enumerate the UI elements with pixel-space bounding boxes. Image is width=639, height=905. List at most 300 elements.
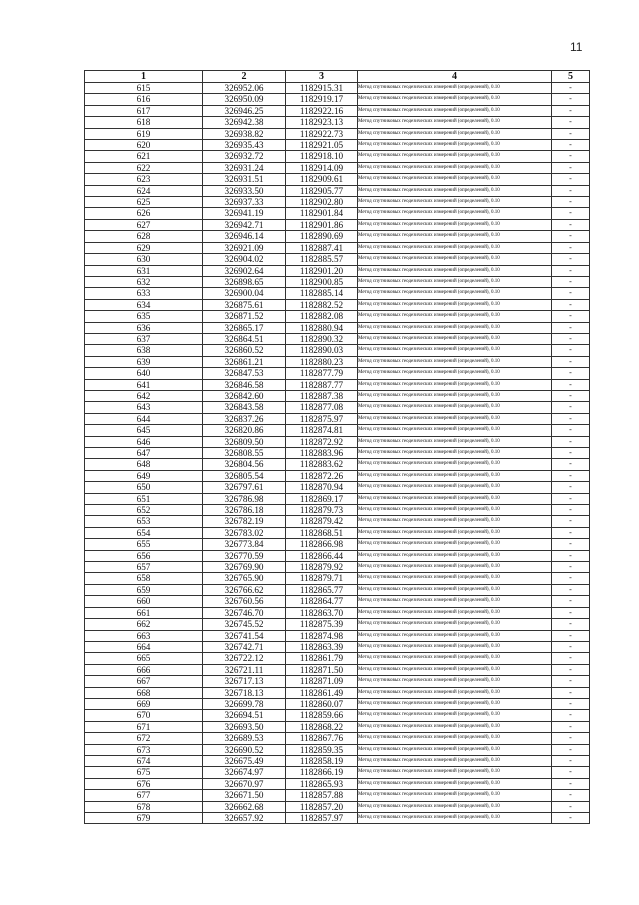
y-coordinate-cell: 1182874.81	[286, 425, 358, 436]
y-coordinate-cell: 1182890.69	[286, 231, 358, 242]
description-cell: -	[552, 219, 590, 230]
y-coordinate-cell: 1182879.42	[286, 516, 358, 527]
point-number-cell: 679	[85, 813, 203, 824]
method-cell: Метод спутниковых геодезических измерений (определений), 0.10	[358, 767, 552, 778]
y-coordinate-cell: 1182885.14	[286, 288, 358, 299]
y-coordinate-cell: 1182918.10	[286, 151, 358, 162]
y-coordinate-cell: 1182861.49	[286, 687, 358, 698]
y-coordinate-cell: 1182879.71	[286, 573, 358, 584]
header-col-3: 3	[286, 71, 358, 83]
table-row	[85, 299, 590, 310]
method-cell: Метод спутниковых геодезических измерений (определений), 0.10	[358, 596, 552, 607]
y-coordinate-cell: 1182901.20	[286, 265, 358, 276]
table-row	[85, 767, 590, 778]
point-number-cell: 659	[85, 584, 203, 595]
point-number-cell: 673	[85, 744, 203, 755]
point-number-cell: 628	[85, 231, 203, 242]
method-cell: Метод спутниковых геодезических измерений (определений), 0.10	[358, 653, 552, 664]
x-coordinate-cell: 326782.19	[203, 516, 286, 527]
header-col-2: 2	[203, 71, 286, 83]
y-coordinate-cell: 1182905.77	[286, 185, 358, 196]
y-coordinate-cell: 1182901.84	[286, 208, 358, 219]
y-coordinate-cell: 1182866.98	[286, 539, 358, 550]
y-coordinate-cell: 1182887.77	[286, 379, 358, 390]
description-cell: -	[552, 208, 590, 219]
description-cell: -	[552, 140, 590, 151]
point-number-cell: 660	[85, 596, 203, 607]
method-cell: Метод спутниковых геодезических измерений (определений), 0.10	[358, 174, 552, 185]
table-row	[85, 117, 590, 128]
method-cell: Метод спутниковых геодезических измерений (определений), 0.10	[358, 276, 552, 287]
x-coordinate-cell: 326699.78	[203, 698, 286, 709]
y-coordinate-cell: 1182922.73	[286, 128, 358, 139]
x-coordinate-cell: 326837.26	[203, 413, 286, 424]
description-cell: -	[552, 641, 590, 652]
method-cell: Метод спутниковых геодезических измерений (определений), 0.10	[358, 482, 552, 493]
x-coordinate-cell: 326745.52	[203, 619, 286, 630]
method-cell: Метод спутниковых геодезических измерений (определений), 0.10	[358, 619, 552, 630]
description-cell: -	[552, 698, 590, 709]
point-number-cell: 648	[85, 459, 203, 470]
y-coordinate-cell: 1182861.79	[286, 653, 358, 664]
description-cell: -	[552, 379, 590, 390]
x-coordinate-cell: 326938.82	[203, 128, 286, 139]
table-header-row	[85, 71, 590, 83]
point-number-cell: 634	[85, 299, 203, 310]
x-coordinate-cell: 326670.97	[203, 778, 286, 789]
y-coordinate-cell: 1182857.20	[286, 801, 358, 812]
description-cell: -	[552, 710, 590, 721]
point-number-cell: 632	[85, 276, 203, 287]
point-number-cell: 626	[85, 208, 203, 219]
description-cell: -	[552, 573, 590, 584]
y-coordinate-cell: 1182883.96	[286, 448, 358, 459]
description-cell: -	[552, 117, 590, 128]
point-number-cell: 667	[85, 676, 203, 687]
method-cell: Метод спутниковых геодезических измерений (определений), 0.10	[358, 402, 552, 413]
table-row	[85, 687, 590, 698]
x-coordinate-cell: 326932.72	[203, 151, 286, 162]
method-cell: Метод спутниковых геодезических измерений (определений), 0.10	[358, 162, 552, 173]
table-row	[85, 527, 590, 538]
x-coordinate-cell: 326657.92	[203, 813, 286, 824]
point-number-cell: 639	[85, 356, 203, 367]
table-row	[85, 436, 590, 447]
x-coordinate-cell: 326860.52	[203, 345, 286, 356]
y-coordinate-cell: 1182914.09	[286, 162, 358, 173]
description-cell: -	[552, 721, 590, 732]
method-cell: Метод спутниковых геодезических измерений (определений), 0.10	[358, 219, 552, 230]
point-number-cell: 642	[85, 390, 203, 401]
x-coordinate-cell: 326805.54	[203, 470, 286, 481]
description-cell: -	[552, 356, 590, 367]
y-coordinate-cell: 1182863.39	[286, 641, 358, 652]
x-coordinate-cell: 326871.52	[203, 311, 286, 322]
x-coordinate-cell: 326783.02	[203, 527, 286, 538]
x-coordinate-cell: 326675.49	[203, 755, 286, 766]
point-number-cell: 653	[85, 516, 203, 527]
x-coordinate-cell: 326671.50	[203, 790, 286, 801]
x-coordinate-cell: 326952.06	[203, 83, 286, 94]
y-coordinate-cell: 1182871.09	[286, 676, 358, 687]
method-cell: Метод спутниковых геодезических измерений (определений), 0.10	[358, 436, 552, 447]
table-row	[85, 664, 590, 675]
x-coordinate-cell: 326674.97	[203, 767, 286, 778]
point-number-cell: 638	[85, 345, 203, 356]
method-cell: Метод спутниковых геодезических измерений (определений), 0.10	[358, 356, 552, 367]
x-coordinate-cell: 326842.60	[203, 390, 286, 401]
table-row	[85, 607, 590, 618]
point-number-cell: 652	[85, 505, 203, 516]
x-coordinate-cell: 326904.02	[203, 254, 286, 265]
method-cell: Метод спутниковых геодезических измерений (определений), 0.10	[358, 265, 552, 276]
x-coordinate-cell: 326689.53	[203, 733, 286, 744]
description-cell: -	[552, 128, 590, 139]
x-coordinate-cell: 326865.17	[203, 322, 286, 333]
method-cell: Метод спутниковых геодезических измерений (определений), 0.10	[358, 698, 552, 709]
x-coordinate-cell: 326847.53	[203, 368, 286, 379]
description-cell: -	[552, 482, 590, 493]
method-cell: Метод спутниковых геодезических измерений (определений), 0.10	[358, 755, 552, 766]
x-coordinate-cell: 326718.13	[203, 687, 286, 698]
point-number-cell: 650	[85, 482, 203, 493]
x-coordinate-cell: 326875.61	[203, 299, 286, 310]
description-cell: -	[552, 550, 590, 561]
method-cell: Метод спутниковых геодезических измерений (определений), 0.10	[358, 607, 552, 618]
description-cell: -	[552, 345, 590, 356]
x-coordinate-cell: 326809.50	[203, 436, 286, 447]
x-coordinate-cell: 326942.38	[203, 117, 286, 128]
y-coordinate-cell: 1182863.70	[286, 607, 358, 618]
y-coordinate-cell: 1182870.94	[286, 482, 358, 493]
point-number-cell: 646	[85, 436, 203, 447]
y-coordinate-cell: 1182909.61	[286, 174, 358, 185]
table-row	[85, 94, 590, 105]
point-number-cell: 663	[85, 630, 203, 641]
description-cell: -	[552, 151, 590, 162]
x-coordinate-cell: 326721.11	[203, 664, 286, 675]
table-row	[85, 619, 590, 630]
method-cell: Метод спутниковых геодезических измерений (определений), 0.10	[358, 641, 552, 652]
table-row	[85, 208, 590, 219]
y-coordinate-cell: 1182865.77	[286, 584, 358, 595]
point-number-cell: 621	[85, 151, 203, 162]
point-number-cell: 633	[85, 288, 203, 299]
table-row	[85, 562, 590, 573]
description-cell: -	[552, 322, 590, 333]
point-number-cell: 624	[85, 185, 203, 196]
point-number-cell: 635	[85, 311, 203, 322]
description-cell: -	[552, 105, 590, 116]
method-cell: Метод спутниковых геодезических измерений (определений), 0.10	[358, 733, 552, 744]
y-coordinate-cell: 1182859.66	[286, 710, 358, 721]
y-coordinate-cell: 1182860.07	[286, 698, 358, 709]
point-number-cell: 674	[85, 755, 203, 766]
y-coordinate-cell: 1182887.41	[286, 242, 358, 253]
point-number-cell: 622	[85, 162, 203, 173]
y-coordinate-cell: 1182857.88	[286, 790, 358, 801]
method-cell: Метод спутниковых геодезических измерений (определений), 0.10	[358, 425, 552, 436]
method-cell: Метод спутниковых геодезических измерений (определений), 0.10	[358, 744, 552, 755]
description-cell: -	[552, 174, 590, 185]
x-coordinate-cell: 326662.68	[203, 801, 286, 812]
y-coordinate-cell: 1182866.44	[286, 550, 358, 561]
y-coordinate-cell: 1182880.23	[286, 356, 358, 367]
x-coordinate-cell: 326933.50	[203, 185, 286, 196]
method-cell: Метод спутниковых геодезических измерений (определений), 0.10	[358, 527, 552, 538]
point-number-cell: 615	[85, 83, 203, 94]
y-coordinate-cell: 1182919.17	[286, 94, 358, 105]
point-number-cell: 643	[85, 402, 203, 413]
description-cell: -	[552, 493, 590, 504]
point-number-cell: 645	[85, 425, 203, 436]
point-number-cell: 619	[85, 128, 203, 139]
method-cell: Метод спутниковых геодезических измерений (определений), 0.10	[358, 185, 552, 196]
point-number-cell: 670	[85, 710, 203, 721]
table-row	[85, 801, 590, 812]
x-coordinate-cell: 326693.50	[203, 721, 286, 732]
y-coordinate-cell: 1182877.08	[286, 402, 358, 413]
method-cell: Метод спутниковых геодезических измерений (определений), 0.10	[358, 790, 552, 801]
description-cell: -	[552, 755, 590, 766]
y-coordinate-cell: 1182871.50	[286, 664, 358, 675]
x-coordinate-cell: 326941.19	[203, 208, 286, 219]
point-number-cell: 629	[85, 242, 203, 253]
table-row	[85, 140, 590, 151]
y-coordinate-cell: 1182865.93	[286, 778, 358, 789]
method-cell: Метод спутниковых геодезических измерений (определений), 0.10	[358, 687, 552, 698]
table-row	[85, 379, 590, 390]
x-coordinate-cell: 326786.98	[203, 493, 286, 504]
description-cell: -	[552, 516, 590, 527]
x-coordinate-cell: 326942.71	[203, 219, 286, 230]
method-cell: Метод спутниковых геодезических измерений (определений), 0.10	[358, 459, 552, 470]
point-number-cell: 678	[85, 801, 203, 812]
table-row	[85, 448, 590, 459]
table-row	[85, 83, 590, 94]
method-cell: Метод спутниковых геодезических измерений (определений), 0.10	[358, 390, 552, 401]
point-number-cell: 644	[85, 413, 203, 424]
y-coordinate-cell: 1182902.80	[286, 197, 358, 208]
point-number-cell: 666	[85, 664, 203, 675]
y-coordinate-cell: 1182872.26	[286, 470, 358, 481]
description-cell: -	[552, 562, 590, 573]
point-number-cell: 637	[85, 333, 203, 344]
method-cell: Метод спутниковых геодезических измерений (определений), 0.10	[358, 368, 552, 379]
point-number-cell: 665	[85, 653, 203, 664]
point-number-cell: 677	[85, 790, 203, 801]
y-coordinate-cell: 1182880.94	[286, 322, 358, 333]
table-row	[85, 402, 590, 413]
table-body	[85, 83, 590, 824]
method-cell: Метод спутниковых геодезических измерений (определений), 0.10	[358, 413, 552, 424]
point-number-cell: 671	[85, 721, 203, 732]
x-coordinate-cell: 326786.18	[203, 505, 286, 516]
method-cell: Метод спутниковых геодезических измерений (определений), 0.10	[358, 676, 552, 687]
table-row	[85, 368, 590, 379]
point-number-cell: 661	[85, 607, 203, 618]
point-number-cell: 627	[85, 219, 203, 230]
table-row	[85, 197, 590, 208]
x-coordinate-cell: 326770.59	[203, 550, 286, 561]
y-coordinate-cell: 1182869.17	[286, 493, 358, 504]
table-row	[85, 710, 590, 721]
x-coordinate-cell: 326773.84	[203, 539, 286, 550]
method-cell: Метод спутниковых геодезических измерений (определений), 0.10	[358, 254, 552, 265]
table-row	[85, 459, 590, 470]
point-number-cell: 676	[85, 778, 203, 789]
point-number-cell: 655	[85, 539, 203, 550]
table-row	[85, 539, 590, 550]
method-cell: Метод спутниковых геодезических измерений (определений), 0.10	[358, 710, 552, 721]
table-row	[85, 584, 590, 595]
x-coordinate-cell: 326846.58	[203, 379, 286, 390]
x-coordinate-cell: 326950.09	[203, 94, 286, 105]
coordinates-table	[84, 70, 590, 824]
description-cell: -	[552, 801, 590, 812]
point-number-cell: 630	[85, 254, 203, 265]
y-coordinate-cell: 1182858.19	[286, 755, 358, 766]
table-row	[85, 254, 590, 265]
y-coordinate-cell: 1182872.92	[286, 436, 358, 447]
point-number-cell: 623	[85, 174, 203, 185]
x-coordinate-cell: 326861.21	[203, 356, 286, 367]
table-row	[85, 676, 590, 687]
point-number-cell: 654	[85, 527, 203, 538]
y-coordinate-cell: 1182868.22	[286, 721, 358, 732]
description-cell: -	[552, 470, 590, 481]
x-coordinate-cell: 326717.13	[203, 676, 286, 687]
description-cell: -	[552, 596, 590, 607]
description-cell: -	[552, 664, 590, 675]
x-coordinate-cell: 326902.64	[203, 265, 286, 276]
point-number-cell: 669	[85, 698, 203, 709]
x-coordinate-cell: 326931.51	[203, 174, 286, 185]
table-row	[85, 128, 590, 139]
point-number-cell: 631	[85, 265, 203, 276]
y-coordinate-cell: 1182877.79	[286, 368, 358, 379]
description-cell: -	[552, 459, 590, 470]
description-cell: -	[552, 607, 590, 618]
description-cell: -	[552, 83, 590, 94]
y-coordinate-cell: 1182885.57	[286, 254, 358, 265]
method-cell: Метод спутниковых геодезических измерений (определений), 0.10	[358, 299, 552, 310]
table-row	[85, 390, 590, 401]
table-row	[85, 744, 590, 755]
method-cell: Метод спутниковых геодезических измерений (определений), 0.10	[358, 333, 552, 344]
point-number-cell: 647	[85, 448, 203, 459]
description-cell: -	[552, 630, 590, 641]
description-cell: -	[552, 413, 590, 424]
y-coordinate-cell: 1182900.85	[286, 276, 358, 287]
table-row	[85, 413, 590, 424]
point-number-cell: 662	[85, 619, 203, 630]
table-row	[85, 333, 590, 344]
point-number-cell: 668	[85, 687, 203, 698]
method-cell: Метод спутниковых геодезических измерений (определений), 0.10	[358, 573, 552, 584]
x-coordinate-cell: 326900.04	[203, 288, 286, 299]
y-coordinate-cell: 1182879.92	[286, 562, 358, 573]
description-cell: -	[552, 653, 590, 664]
table-row	[85, 470, 590, 481]
table-row	[85, 356, 590, 367]
point-number-cell: 618	[85, 117, 203, 128]
method-cell: Метод спутниковых геодезических измерений (определений), 0.10	[358, 630, 552, 641]
description-cell: -	[552, 744, 590, 755]
table-row	[85, 698, 590, 709]
description-cell: -	[552, 527, 590, 538]
description-cell: -	[552, 254, 590, 265]
description-cell: -	[552, 402, 590, 413]
x-coordinate-cell: 326690.52	[203, 744, 286, 755]
description-cell: -	[552, 276, 590, 287]
y-coordinate-cell: 1182868.51	[286, 527, 358, 538]
x-coordinate-cell: 326760.56	[203, 596, 286, 607]
x-coordinate-cell: 326898.65	[203, 276, 286, 287]
method-cell: Метод спутниковых геодезических измерений (определений), 0.10	[358, 311, 552, 322]
y-coordinate-cell: 1182883.62	[286, 459, 358, 470]
point-number-cell: 649	[85, 470, 203, 481]
table-row	[85, 288, 590, 299]
description-cell: -	[552, 231, 590, 242]
table-row	[85, 596, 590, 607]
table-row	[85, 425, 590, 436]
table-row	[85, 322, 590, 333]
x-coordinate-cell: 326765.90	[203, 573, 286, 584]
table-row	[85, 550, 590, 561]
table-row	[85, 265, 590, 276]
x-coordinate-cell: 326946.25	[203, 105, 286, 116]
x-coordinate-cell: 326722.12	[203, 653, 286, 664]
y-coordinate-cell: 1182915.31	[286, 83, 358, 94]
method-cell: Метод спутниковых геодезических измерений (определений), 0.10	[358, 778, 552, 789]
y-coordinate-cell: 1182875.97	[286, 413, 358, 424]
x-coordinate-cell: 326937.33	[203, 197, 286, 208]
x-coordinate-cell: 326742.71	[203, 641, 286, 652]
description-cell: -	[552, 94, 590, 105]
method-cell: Метод спутниковых геодезических измерений (определений), 0.10	[358, 550, 552, 561]
table-row	[85, 630, 590, 641]
method-cell: Метод спутниковых геодезических измерений (определений), 0.10	[358, 345, 552, 356]
x-coordinate-cell: 326820.86	[203, 425, 286, 436]
y-coordinate-cell: 1182921.05	[286, 140, 358, 151]
method-cell: Метод спутниковых геодезических измерений (определений), 0.10	[358, 231, 552, 242]
description-cell: -	[552, 333, 590, 344]
table-row	[85, 174, 590, 185]
x-coordinate-cell: 326946.14	[203, 231, 286, 242]
x-coordinate-cell: 326797.61	[203, 482, 286, 493]
y-coordinate-cell: 1182890.32	[286, 333, 358, 344]
point-number-cell: 657	[85, 562, 203, 573]
table-row	[85, 721, 590, 732]
description-cell: -	[552, 676, 590, 687]
table-row	[85, 151, 590, 162]
point-number-cell: 658	[85, 573, 203, 584]
method-cell: Метод спутниковых геодезических измерений (определений), 0.10	[358, 379, 552, 390]
description-cell: -	[552, 539, 590, 550]
table-row	[85, 790, 590, 801]
method-cell: Метод спутниковых геодезических измерений (определений), 0.10	[358, 664, 552, 675]
method-cell: Метод спутниковых геодезических измерений (определений), 0.10	[358, 493, 552, 504]
x-coordinate-cell: 326694.51	[203, 710, 286, 721]
y-coordinate-cell: 1182866.19	[286, 767, 358, 778]
method-cell: Метод спутниковых геодезических измерений (определений), 0.10	[358, 801, 552, 812]
point-number-cell: 617	[85, 105, 203, 116]
x-coordinate-cell: 326741.54	[203, 630, 286, 641]
description-cell: -	[552, 778, 590, 789]
header-col-4: 4	[358, 71, 552, 83]
point-number-cell: 640	[85, 368, 203, 379]
